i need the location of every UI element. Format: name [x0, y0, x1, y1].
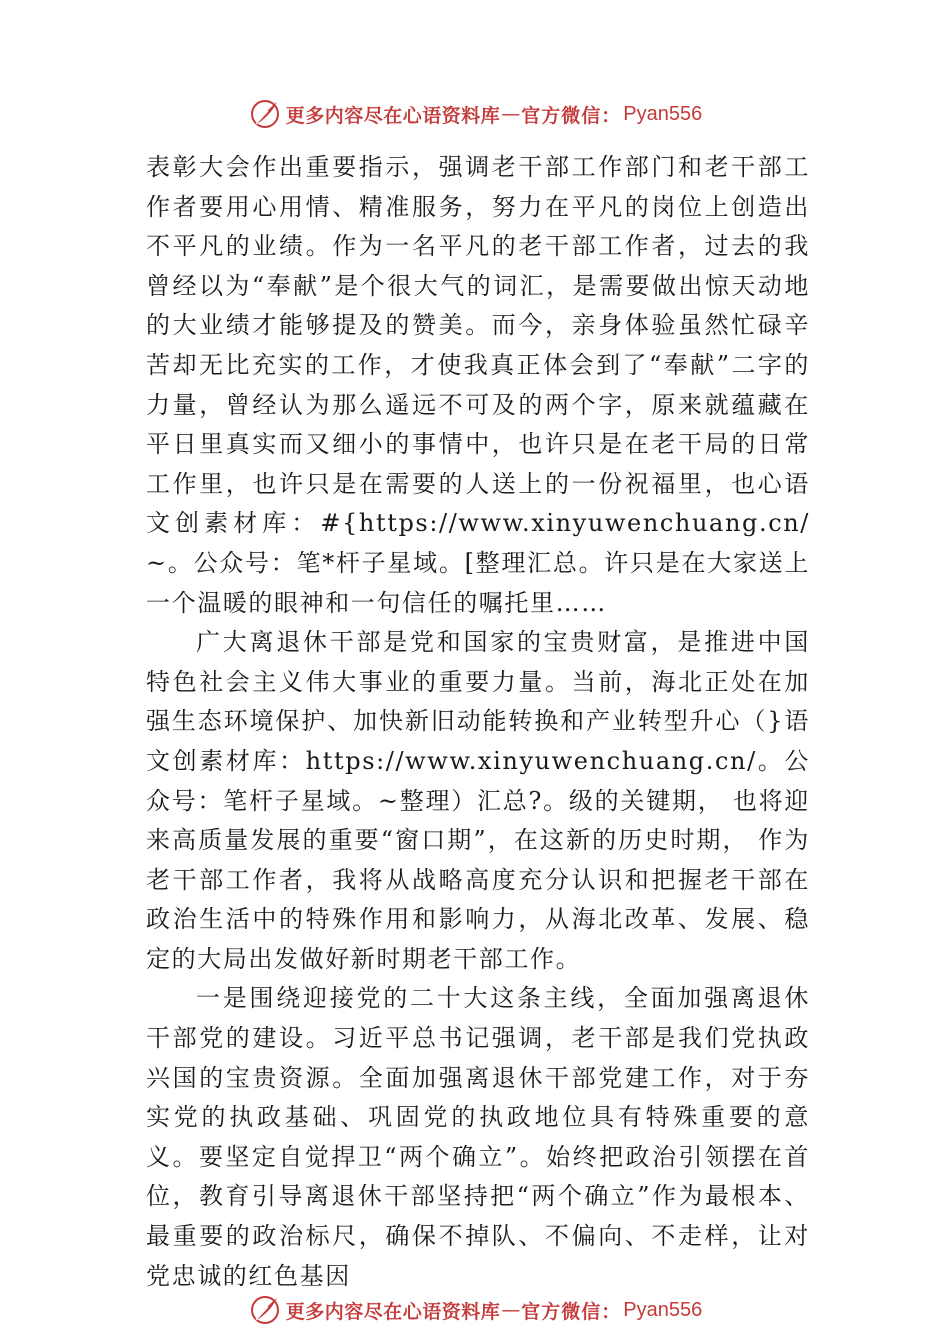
banner-wechat-label: 官方微信： — [521, 1300, 622, 1323]
banner-wechat-id: Pyan556 — [623, 102, 703, 125]
paragraph-1: 表彰大会作出重要指示，强调老干部工作部门和老干部工作者要用心用情、精准服务，努力在平凡的岗位上创造出不平凡的业绩。作为一名平凡的老干部工作者，过去的我曾经以为“奉献”是个很大气的词汇，是需要做出惊天动地的大业绩才能够提及的赞美。而今，亲身体验虽然忙碌辛苦却无比充实的工作，才使我真正体会到了“奉献”二字的力量，曾经认为那么遥远不可及的两个字，原来就蕴藏在平日里真实而又细小的事情中，也许只是在老干局的日常工作里，也许只是在需要的人送上的一份祝福里，也心语文创素材库：#{https://www.xinyuwenchuang.cn/~。公众号：笔*杆子星域。[整理汇总。许只是在大家送上一个温暖的眼神和一句信任的嘱托里…… — [146, 153, 810, 617]
banner-wechat-label: 官方微信： — [521, 104, 622, 127]
banner-brand-text: 更多内容尽在心语资料库 — [285, 1300, 501, 1323]
banner-wechat-id: Pyan556 — [623, 1298, 703, 1321]
feather-pen-logo-icon — [248, 97, 282, 131]
document-body — [146, 148, 810, 1296]
banner-brand-text: 更多内容尽在心语资料库 — [285, 104, 501, 127]
paragraph-3: 一是围绕迎接党的二十大这条主线，全面加强离退休干部党的建设。习近平总书记强调，老干部是我们党执政兴国的宝贵资源。全面加强离退休干部党建工作，对于夯实党的执政基础、巩固党的执政地位具有特殊重要的意义。要坚定自觉捍卫“两个确立”。始终把政治引领摆在首位，教育引导离退休干部坚持把“两个确立”作为最根本、最重要的政治标尺，确保不掉队、不偏向、不走样，让对党忠诚的红色基因 — [146, 984, 810, 1290]
footer-banner — [0, 1290, 950, 1330]
header-banner — [0, 94, 950, 134]
banner-separator: — — [501, 1299, 521, 1321]
banner-separator: — — [501, 103, 521, 125]
paragraph-2: 广大离退休干部是党和国家的宝贵财富，是推进中国特色社会主义伟大事业的重要力量。当前，海北正处在加强生态环境保护、加快新旧动能转换和产业转型升心（}语文创素材库：https://www.xinyuwenchuang.cn/。公众号：笔杆子星域。~整理）汇总?。级的关键期， 也将迎来高质量发展的重要“窗口期”，在这新的历史时期， 作为老干部工作者，我将从战略高度充分认识和把握老干部在政治生活中的特殊作用和影响力，从海北改革、发展、稳定的大局出发做好新时期老干部工作。 — [146, 628, 810, 973]
feather-pen-logo-icon — [248, 1293, 282, 1327]
